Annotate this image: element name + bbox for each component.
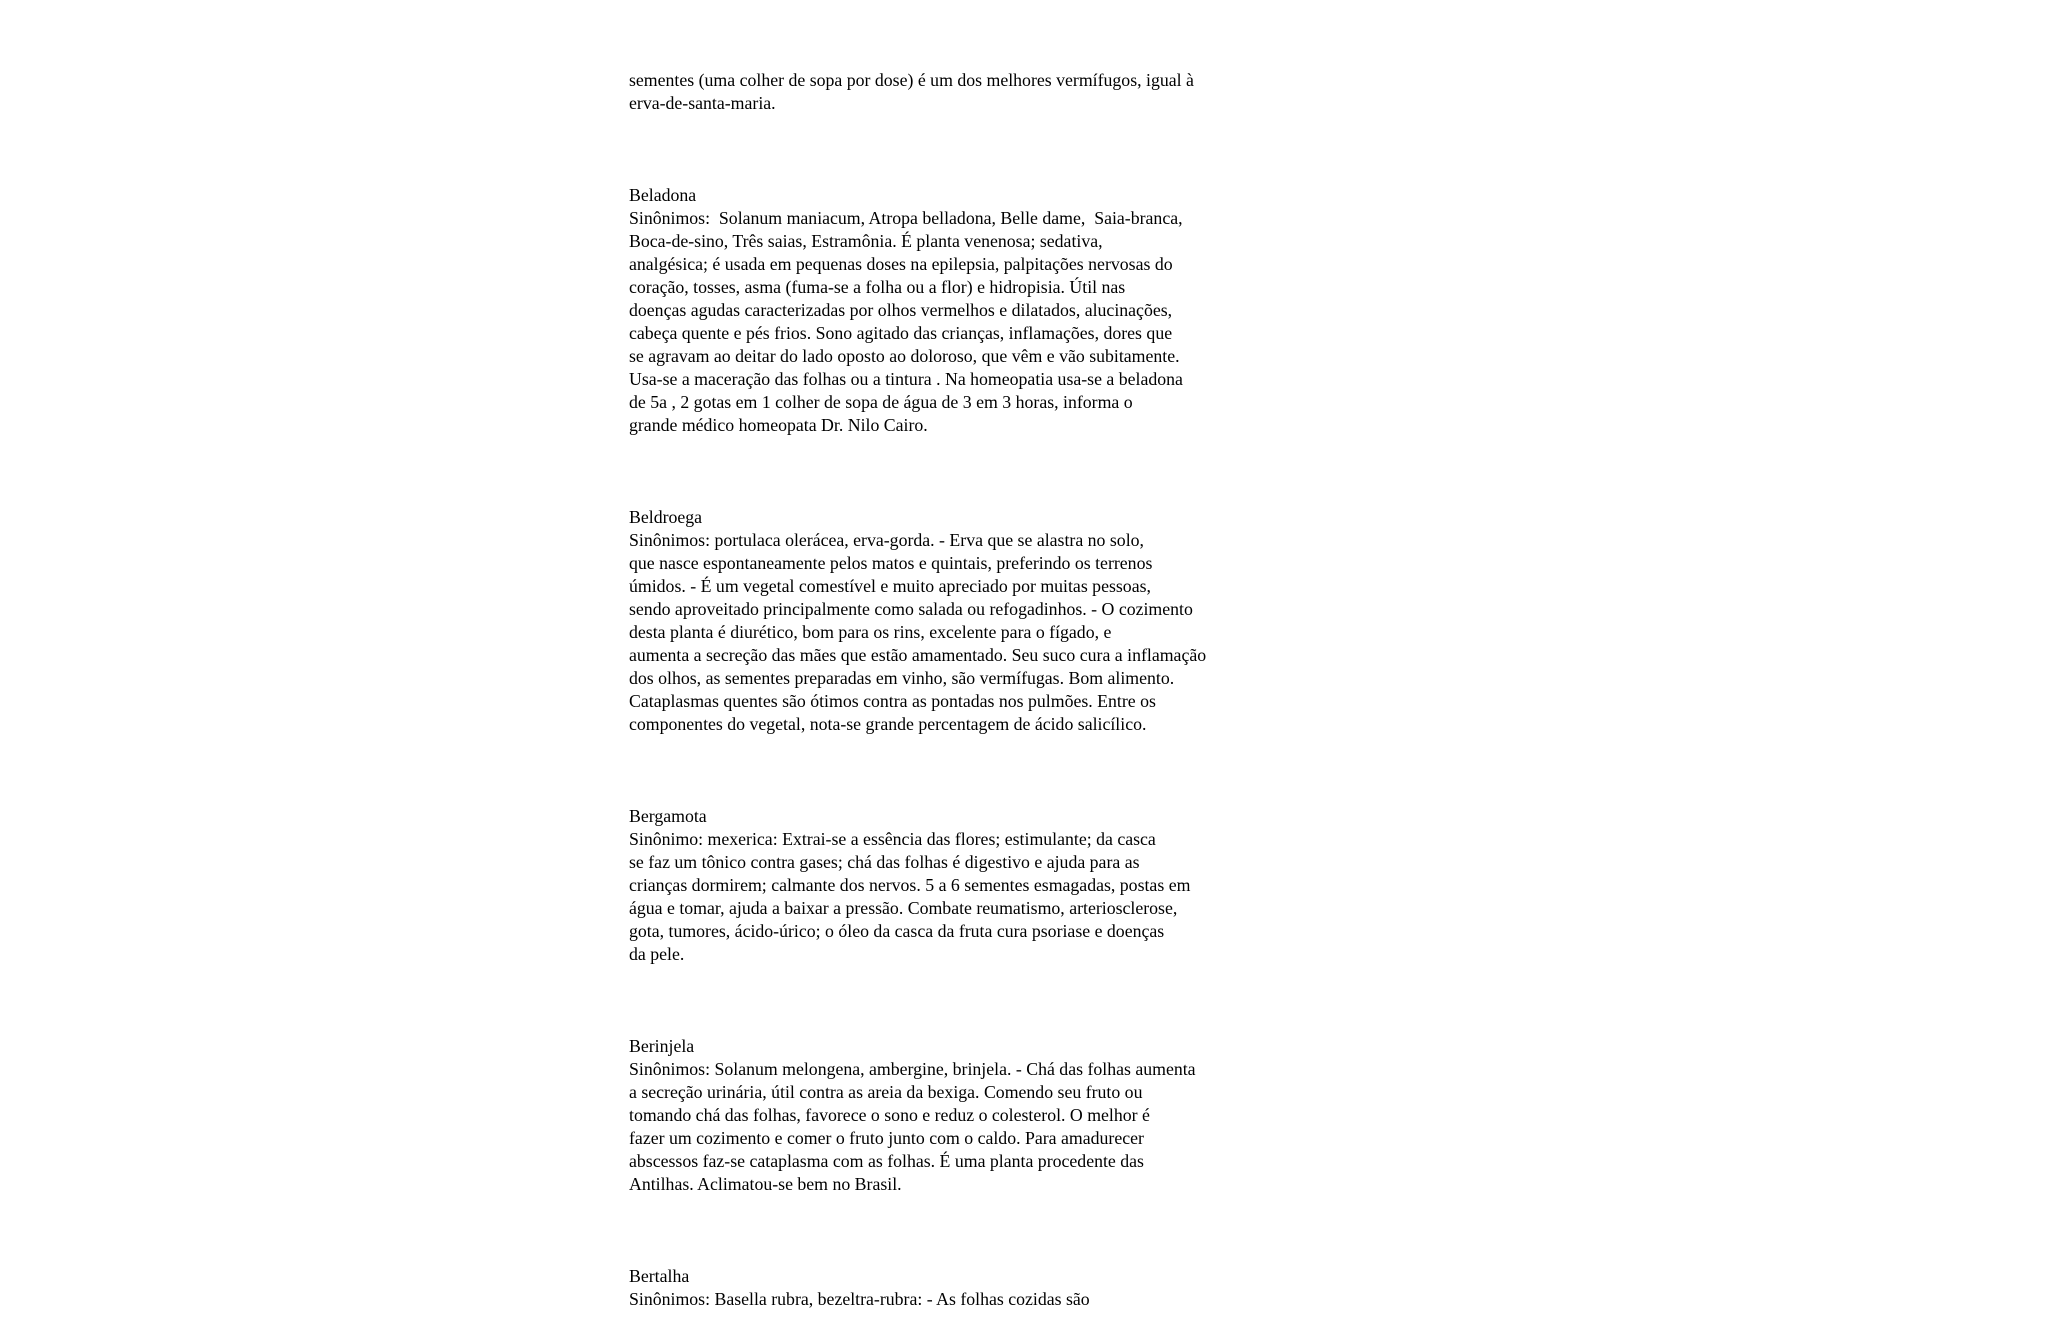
entry-title: Berinjela [629, 1036, 695, 1056]
text-line: desta planta é diurético, bom para os rins, excelente para o fígado, e [629, 622, 1112, 642]
text-line: se agravam ao deitar do lado oposto ao doloroso, que vêm e vão subitamente. [629, 346, 1180, 366]
text-line: sementes (uma colher de sopa por dose) é um dos melhores vermífugos, igual à [629, 70, 1194, 90]
text-line: se faz um tônico contra gases; chá das folhas é digestivo e ajuda para as [629, 852, 1140, 872]
text-line: que nasce espontaneamente pelos matos e quintais, preferindo os terrenos [629, 553, 1153, 573]
text-line: tomando chá das folhas, favorece o sono e reduz o colesterol. O melhor é [629, 1105, 1150, 1125]
text-line: água e tomar, ajuda a baixar a pressão. Combate reumatismo, arteriosclerose, [629, 898, 1178, 918]
text-line: a secreção urinária, útil contra as areia da bexiga. Comendo seu fruto ou [629, 1082, 1143, 1102]
section-spacer [629, 115, 1329, 184]
section-spacer [629, 966, 1329, 1035]
text-line: Sinônimos: Solanum maniacum, Atropa belladona, Belle dame, Saia-branca, [629, 208, 1183, 228]
text-line: gota, tumores, ácido-úrico; o óleo da casca da fruta cura psoriase e doenças [629, 921, 1165, 941]
text-line: aumenta a secreção das mães que estão amamentado. Seu suco cura a inflamação [629, 645, 1207, 665]
text-line: Sinônimos: Solanum melongena, ambergine, brinjela. - Chá das folhas aumenta [629, 1059, 1196, 1079]
entry-bertalha [629, 1265, 1329, 1311]
entry-title: Bertalha [629, 1266, 690, 1286]
entry-title: Beldroega [629, 507, 703, 527]
document-page [629, 69, 1329, 1311]
intro-paragraph [629, 69, 1329, 115]
text-line: Cataplasmas quentes são ótimos contra as pontadas nos pulmões. Entre os [629, 691, 1156, 711]
text-line: Boca-de-sino, Três saias, Estramônia. É planta venenosa; sedativa, [629, 231, 1103, 251]
section-spacer [629, 736, 1329, 805]
text-line: Antilhas. Aclimatou-se bem no Brasil. [629, 1174, 902, 1194]
text-line: sendo aproveitado principalmente como salada ou refogadinhos. - O cozimento [629, 599, 1193, 619]
text-line: grande médico homeopata Dr. Nilo Cairo. [629, 415, 928, 435]
text-line: dos olhos, as sementes preparadas em vinho, são vermífugas. Bom alimento. [629, 668, 1175, 688]
text-line: componentes do vegetal, nota-se grande percentagem de ácido salicílico. [629, 714, 1147, 734]
text-line: doenças agudas caracterizadas por olhos vermelhos e dilatados, alucinações, [629, 300, 1173, 320]
text-line: cabeça quente e pés frios. Sono agitado das crianças, inflamações, dores que [629, 323, 1173, 343]
entry-bergamota [629, 805, 1329, 966]
text-line: erva-de-santa-maria. [629, 93, 776, 113]
text-line: coração, tosses, asma (fuma-se a folha ou a flor) e hidropisia. Útil nas [629, 277, 1126, 297]
entry-beldroega [629, 506, 1329, 736]
section-spacer [629, 437, 1329, 506]
text-line: úmidos. - É um vegetal comestível e muito apreciado por muitas pessoas, [629, 576, 1151, 596]
text-line: Sinônimos: portulaca olerácea, erva-gorda. - Erva que se alastra no solo, [629, 530, 1144, 550]
text-line: fazer um cozimento e comer o fruto junto com o caldo. Para amadurecer [629, 1128, 1144, 1148]
text-line: de 5a , 2 gotas em 1 colher de sopa de água de 3 em 3 horas, informa o [629, 392, 1133, 412]
text-line: abscessos faz-se cataplasma com as folhas. É uma planta procedente das [629, 1151, 1144, 1171]
section-spacer [629, 1196, 1329, 1265]
entry-beladona [629, 184, 1329, 437]
text-line: Usa-se a maceração das folhas ou a tintura . Na homeopatia usa-se a beladona [629, 369, 1183, 389]
text-line: analgésica; é usada em pequenas doses na epilepsia, palpitações nervosas do [629, 254, 1173, 274]
text-line: crianças dormirem; calmante dos nervos. 5 a 6 sementes esmagadas, postas em [629, 875, 1191, 895]
text-line: Sinônimos: Basella rubra, bezeltra-rubra: - As folhas cozidas são [629, 1289, 1090, 1309]
entry-title: Beladona [629, 185, 697, 205]
entry-title: Bergamota [629, 806, 707, 826]
entry-berinjela [629, 1035, 1329, 1196]
text-line: Sinônimo: mexerica: Extrai-se a essência das flores; estimulante; da casca [629, 829, 1156, 849]
text-line: da pele. [629, 944, 685, 964]
